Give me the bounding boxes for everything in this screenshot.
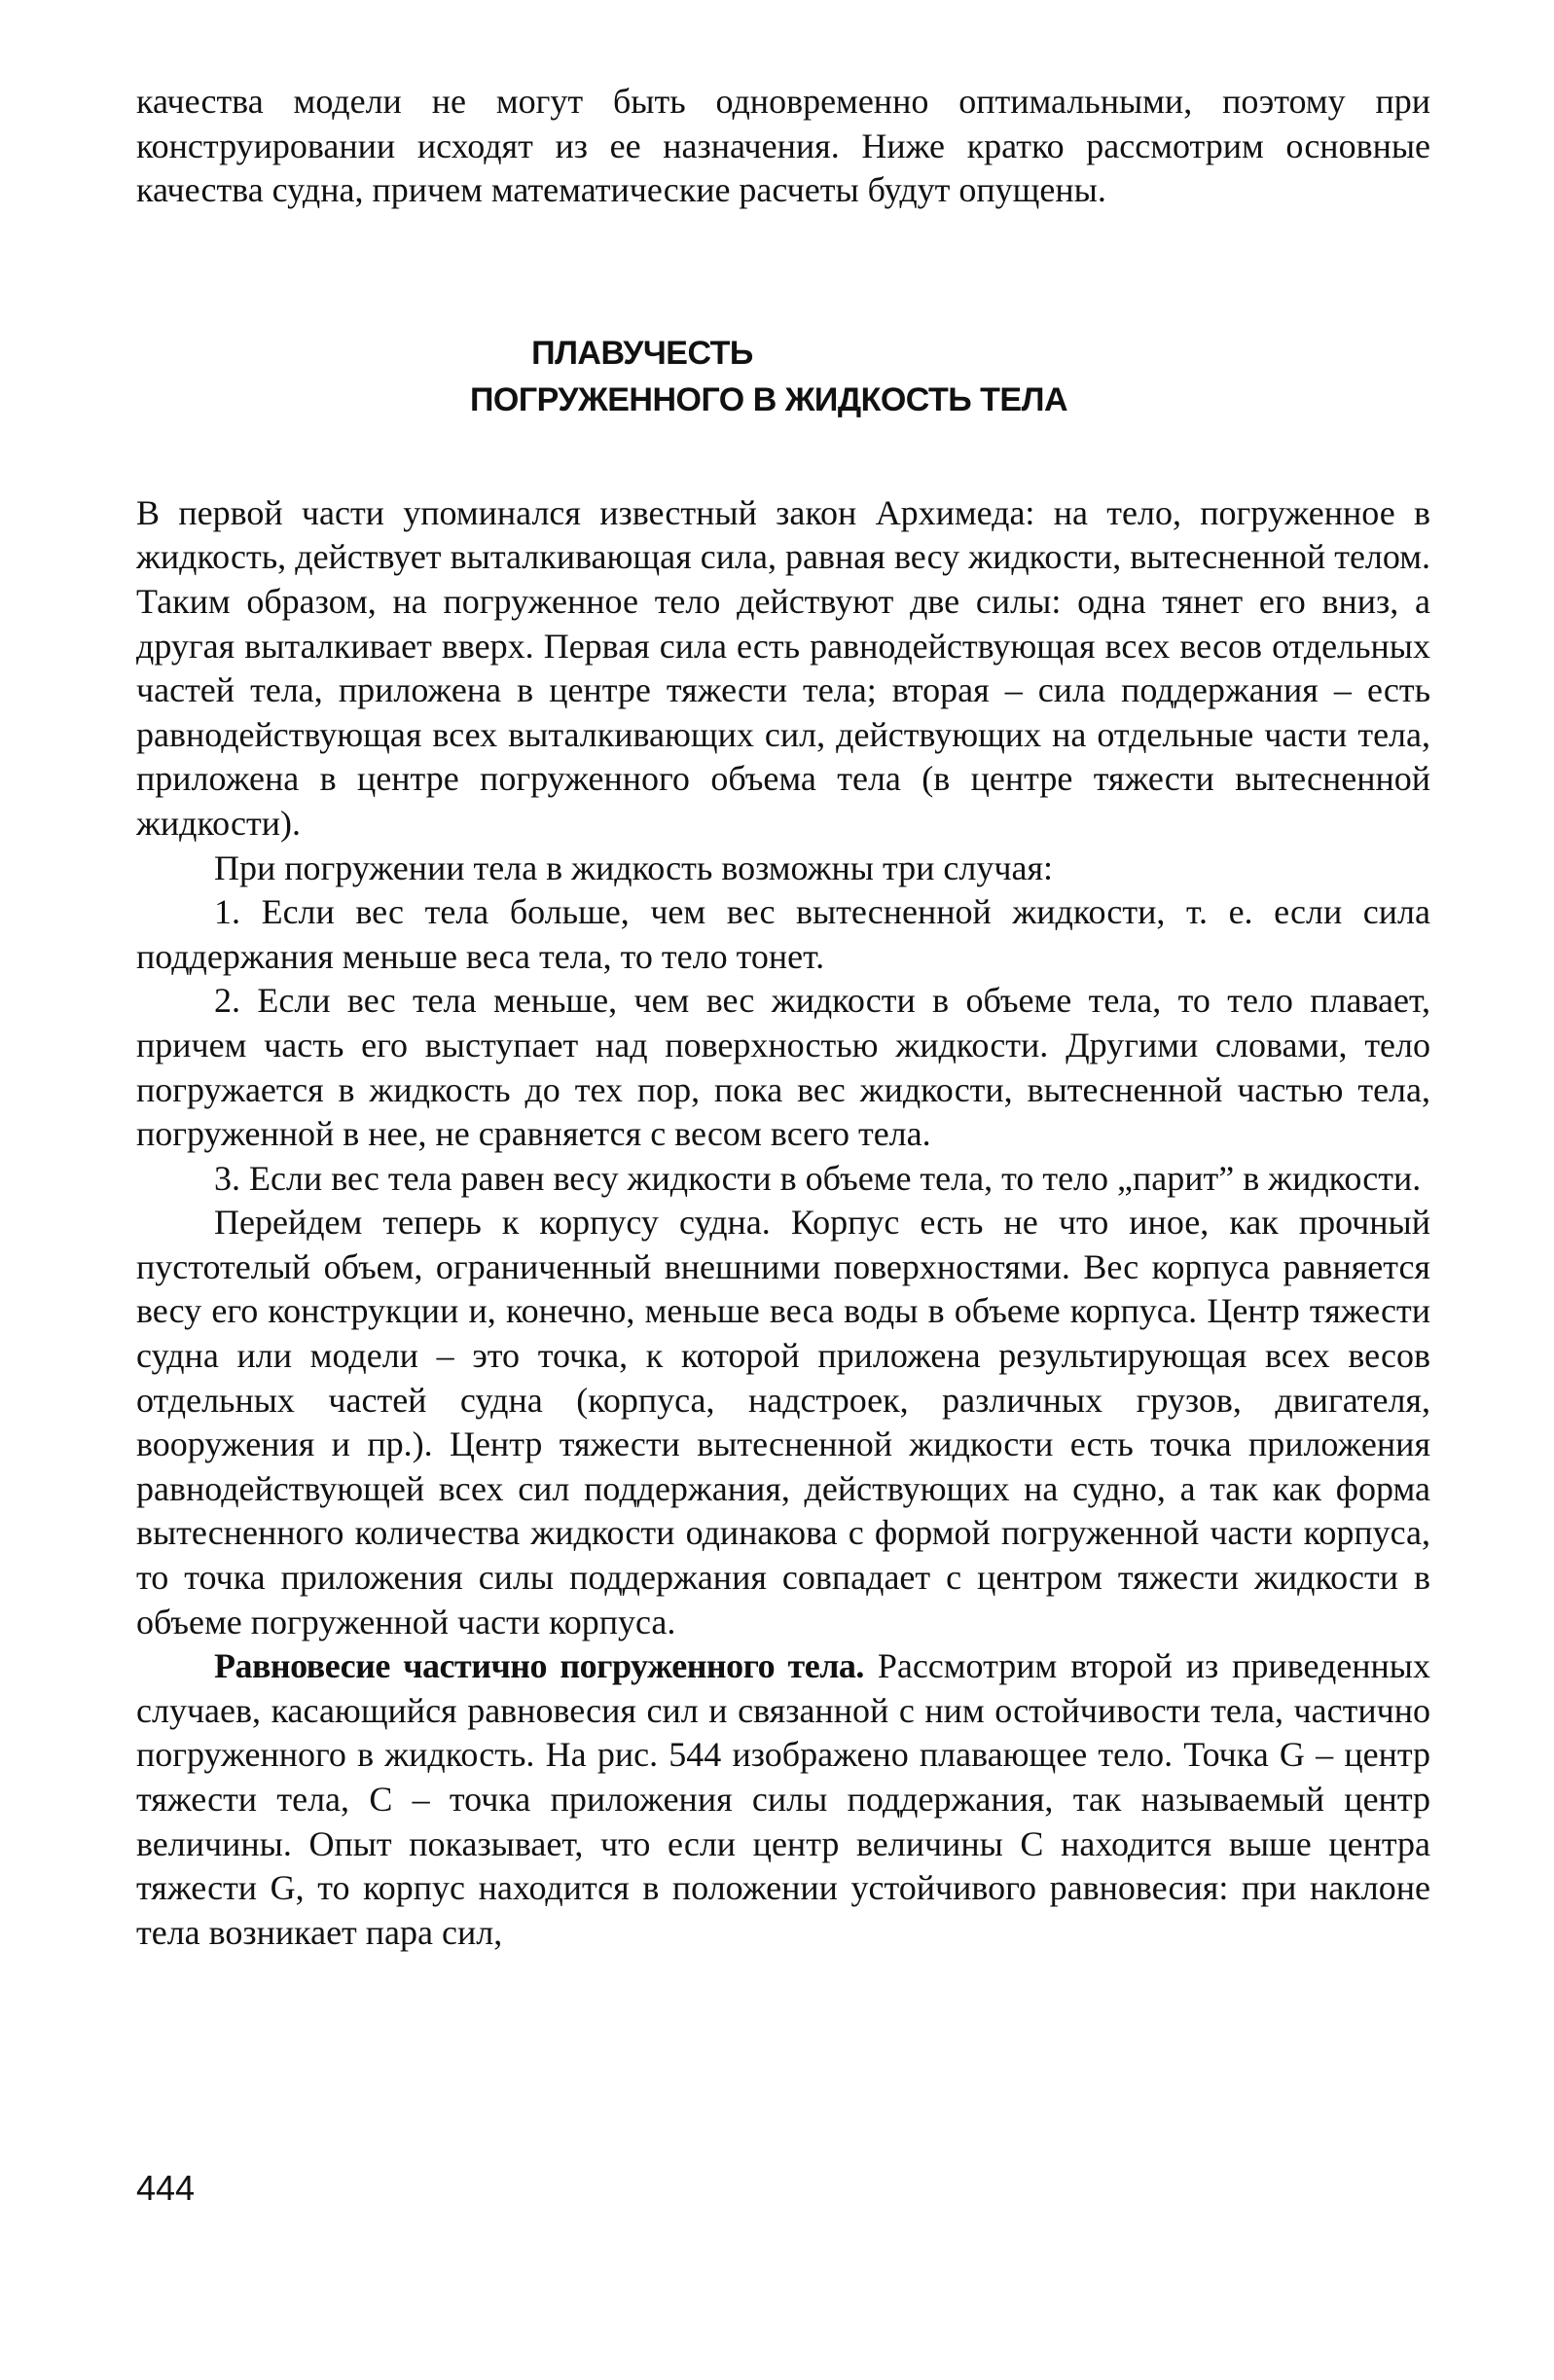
hull-paragraph: Перейдем теперь к корпусу судна. Корпус есть не что иное, как прочный пустотелый объем, ограниченный внешними поверхностями. Вес корпуса равняется весу его конструкции и, конечно, меньше веса воды в объеме корпуса. Центр тяжести судна или модели – это точка, к которой приложена результирующая всех весов отдельных частей судна (корпуса, надстроек, различных грузов, двигателя, вооружения и пр.). Центр тяжести вытесненной жидкости есть точка приложения равнодействующей всех сил поддержания, действующих на судно, а так как форма вытесненного количества жидкости одинакова с формой погруженной части корпуса, то точка приложения силы поддержания совпадает с центром тяжести жидкости в объеме погруженной части корпуса. xyxy=(136,1203,1430,1641)
archimedes-paragraph: В первой части упоминался известный закон Архимеда: на тело, погруженное в жидкость, действует выталкивающая сила, равная весу жидкости, вытесненной телом. Таким образом, на погруженное тело действуют две силы: одна тянет его вниз, а другая выталкивает вверх. Первая сила есть равнодействующая всех весов отдельных частей тела, приложена в центре тяжести тела; вторая – сила поддержания – есть равнодействующая всех выталкивающих сил, действующих на отдельные части тела, приложена в центре погруженного объема тела (в центре тяжести вытесненной жидкости). xyxy=(136,492,1430,843)
equilibrium-lead-in: Равновесие частично погруженного тела. xyxy=(214,1646,864,1686)
case-2-paragraph: 2. Если вес тела меньше, чем вес жидкости в объеме тела, то тело плавает, причем часть его выступает над поверхностью жидкости. Другими словами, тело погружается в жидкость до тех пор, пока вес жидкости, вытесненной частью тела, погруженной в нее, не сравняется с весом всего тела. xyxy=(136,981,1430,1154)
section-heading xyxy=(136,330,1430,423)
equilibrium-body: Рассмотрим второй из приведенных случаев, касающийся равновесия сил и связанной с ним остойчивости тела, частично погруженного в жидкость. На рис. 544 изображено плавающее тело. Точка G – центр тяжести тела, C – точка приложения силы поддержания, так называемый центр величины. Опыт показывает, что если центр величины C находится выше центра тяжести G, то корпус находится в положении устойчивого равновесия: при наклоне тела возникает пара сил, xyxy=(136,1646,1430,1952)
three-cases-intro: При погружении тела в жидкость возможны три случая: xyxy=(214,847,1054,887)
case-3-paragraph: 3. Если вес тела равен весу жидкости в объеме тела, то тело „парит” в жидкости. xyxy=(214,1158,1422,1198)
section-heading-line-1: ПЛАВУЧЕСТЬ xyxy=(531,334,753,372)
section-heading-line-2: ПОГРУЖЕННОГО В ЖИДКОСТЬ ТЕЛА xyxy=(469,380,1068,418)
page-number: 444 xyxy=(136,2168,196,2208)
book-page xyxy=(136,80,1430,1955)
case-1-paragraph: 1. Если вес тела больше, чем вес вытесненной жидкости, т. е. если сила поддержания меньше веса тела, то тело тонет. xyxy=(136,892,1430,976)
equilibrium-paragraph xyxy=(136,1644,1430,1955)
intro-paragraph: качества модели не могут быть одновременно оптимальными, поэтому при конструировании исходят из ее назначения. Ниже кратко рассмотрим основные качества судна, причем математические расчеты будут опущены. xyxy=(136,82,1430,210)
